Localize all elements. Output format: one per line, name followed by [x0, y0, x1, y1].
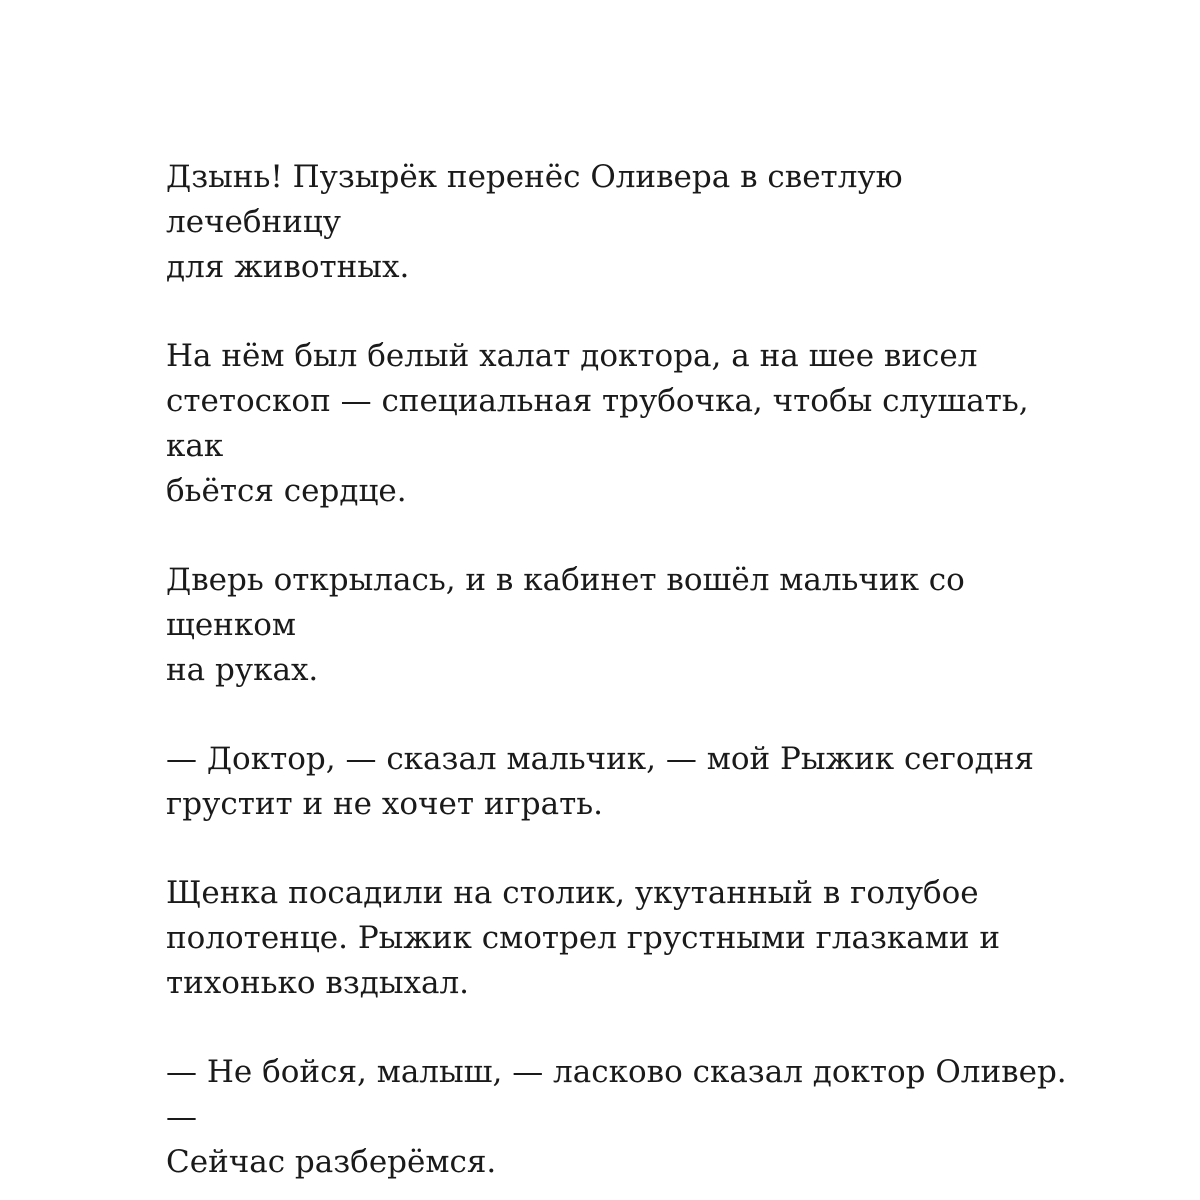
- paragraph-3: Дверь открылась, и в кабинет вошёл мальчик со щенком на руках.: [166, 562, 965, 688]
- paragraph-5: Щенка посадили на столик, укутанный в голубое полотенце. Рыжик смотрел грустными глазками и тихонько вздыхал.: [166, 875, 1001, 1001]
- paragraph-4: — Доктор, — сказал мальчик, — мой Рыжик сегодня грустит и не хочет играть.: [166, 741, 1034, 822]
- paragraph-1: Дзынь! Пузырёк перенёс Оливера в светлую лечебницу для животных.: [166, 159, 903, 285]
- paragraph-6: — Не бойся, малыш, — ласково сказал доктор Оливер. — Сейчас разберёмся.: [166, 1054, 1067, 1180]
- paragraph-2: На нём был белый халат доктора, а на шее висел стетоскоп — специальная трубочка, чтобы слушать, как бьётся сердце.: [166, 338, 1029, 509]
